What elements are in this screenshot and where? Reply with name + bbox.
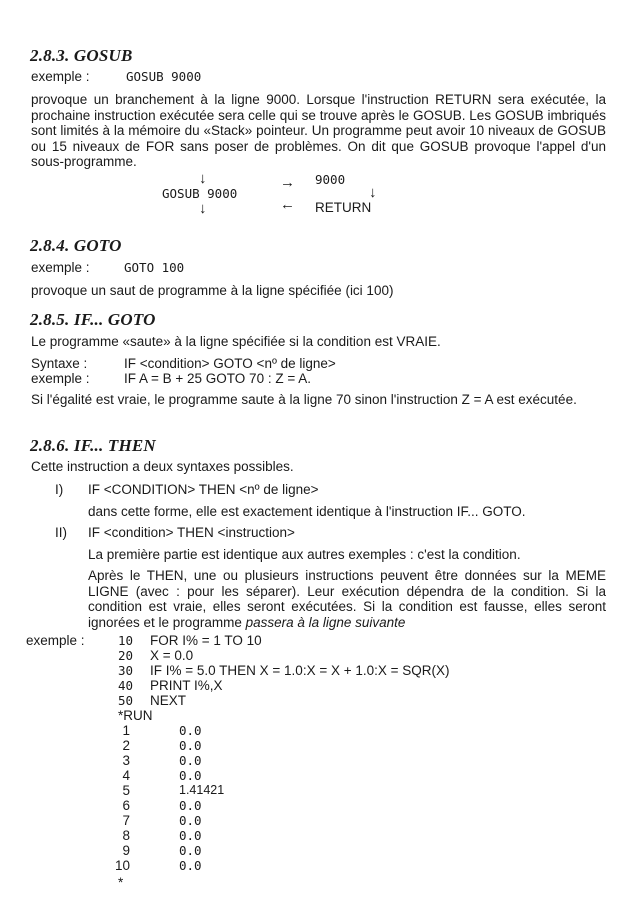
output-index: 9	[122, 843, 130, 858]
paragraph: Cette instruction a deux syntaxes possibles.	[31, 459, 294, 474]
statement: FOR I% = 1 TO 10	[150, 633, 262, 648]
prompt: *	[118, 875, 124, 890]
example-label: exemple :	[31, 69, 90, 84]
output-value: 0.0	[179, 753, 202, 768]
list-marker: II)	[55, 525, 67, 540]
section-title-goto: 2.8.4. GOTO	[30, 236, 122, 255]
paragraph: La première partie est identique aux autres exemples : c'est la condition.	[88, 547, 521, 562]
statement: PRINT I%,X	[150, 678, 223, 693]
output-value: 0.0	[179, 813, 202, 828]
example-code: GOSUB 9000	[126, 69, 202, 84]
output-value: 0.0	[179, 843, 202, 858]
run-command: *RUN	[118, 708, 153, 723]
section-title-if-then: 2.8.6. IF... THEN	[30, 436, 156, 455]
output-value: 0.0	[179, 738, 202, 753]
output-index: 10	[114, 858, 130, 873]
line-number: 40	[118, 678, 134, 693]
output-index: 1	[122, 723, 130, 738]
paragraph	[88, 568, 606, 630]
line-number: 30	[118, 663, 134, 678]
statement: IF I% = 5.0 THEN X = 1.0:X = X + 1.0:X = SQR(X)	[150, 663, 450, 678]
example-label: exemple :	[31, 371, 90, 386]
example-code: GOTO 100	[124, 260, 185, 275]
output-index: 4	[122, 768, 130, 783]
output-value: 0.0	[179, 858, 202, 873]
output-index: 2	[122, 738, 130, 753]
list-marker: I)	[55, 482, 64, 497]
syntax-text: IF <condition> THEN <instruction>	[88, 525, 295, 540]
output-index: 7	[122, 813, 130, 828]
diagram-return-label: RETURN	[315, 200, 372, 215]
paragraph: Si l'égalité est vraie, le programme saute à la ligne 70 sinon l'instruction Z = A est exécutée.	[31, 392, 577, 407]
line-number: 50	[118, 693, 134, 708]
arrow-down-icon: ↓	[199, 200, 207, 217]
paragraph-text: Après le THEN, une ou plusieurs instructions peuvent être données sur la MEME LIGNE (avec : pour les séparer). Leur exécution dépendra de la condition. Si la condition est vraie, elles seront exécutées. Si la condition est fausse, elles seront ignorées et le programme	[88, 568, 606, 630]
paragraph-italic-text: passera à la ligne suivante	[245, 614, 406, 630]
example-code: IF A = B + 25 GOTO 70 : Z = A.	[124, 371, 311, 386]
line-number: 10	[118, 633, 134, 648]
paragraph: provoque un branchement à la ligne 9000. Lorsque l'instruction RETURN sera exécutée, la prochaine instruction exécutée sera celle qui se trouve après le GOSUB. Les GOSUB imbriqués sont limités à la mémoire du «Stack» pointeur. Un programme peut avoir 10 niveaux de GOSUB ou 15 niveaux de FOR sans poser de problèmes. On dit que GOSUB provoque l'appel d'un sous-programme.	[31, 92, 606, 169]
example-label: exemple :	[31, 260, 90, 275]
line-number: 20	[118, 648, 134, 663]
example-label: exemple :	[26, 633, 85, 648]
statement: NEXT	[150, 693, 187, 708]
output-value: 0.0	[179, 828, 202, 843]
diagram-target-label: 9000	[315, 172, 346, 187]
paragraph: Le programme «saute» à la ligne spécifiée si la condition est VRAIE.	[31, 334, 441, 349]
syntax-text: IF <CONDITION> THEN <nº de ligne>	[88, 482, 319, 497]
output-value: 0.0	[179, 798, 202, 813]
arrow-down-icon: ↓	[369, 184, 377, 201]
output-value: 0.0	[179, 723, 202, 738]
output-index: 6	[122, 798, 130, 813]
output-index: 8	[122, 828, 130, 843]
output-value: 1.41421	[179, 783, 225, 797]
paragraph: provoque un saut de programme à la ligne spécifiée (ici 100)	[31, 283, 394, 298]
statement: X = 0.0	[150, 648, 194, 663]
section-title-gosub: 2.8.3. GOSUB	[30, 46, 133, 65]
output-index: 3	[122, 753, 130, 768]
output-index: 5	[122, 783, 130, 798]
output-value: 0.0	[179, 768, 202, 783]
syntax-label: Syntaxe :	[31, 356, 88, 371]
arrow-right-icon: →	[280, 174, 295, 191]
arrow-left-icon: ←	[280, 196, 295, 213]
paragraph: dans cette forme, elle est exactement identique à l'instruction IF... GOTO.	[88, 504, 526, 519]
syntax-text: IF <condition> GOTO <nº de ligne>	[124, 356, 336, 371]
section-title-if-goto: 2.8.5. IF... GOTO	[30, 310, 156, 329]
diagram-gosub-label: GOSUB 9000	[162, 186, 238, 201]
arrow-down-icon: ↓	[199, 170, 207, 187]
